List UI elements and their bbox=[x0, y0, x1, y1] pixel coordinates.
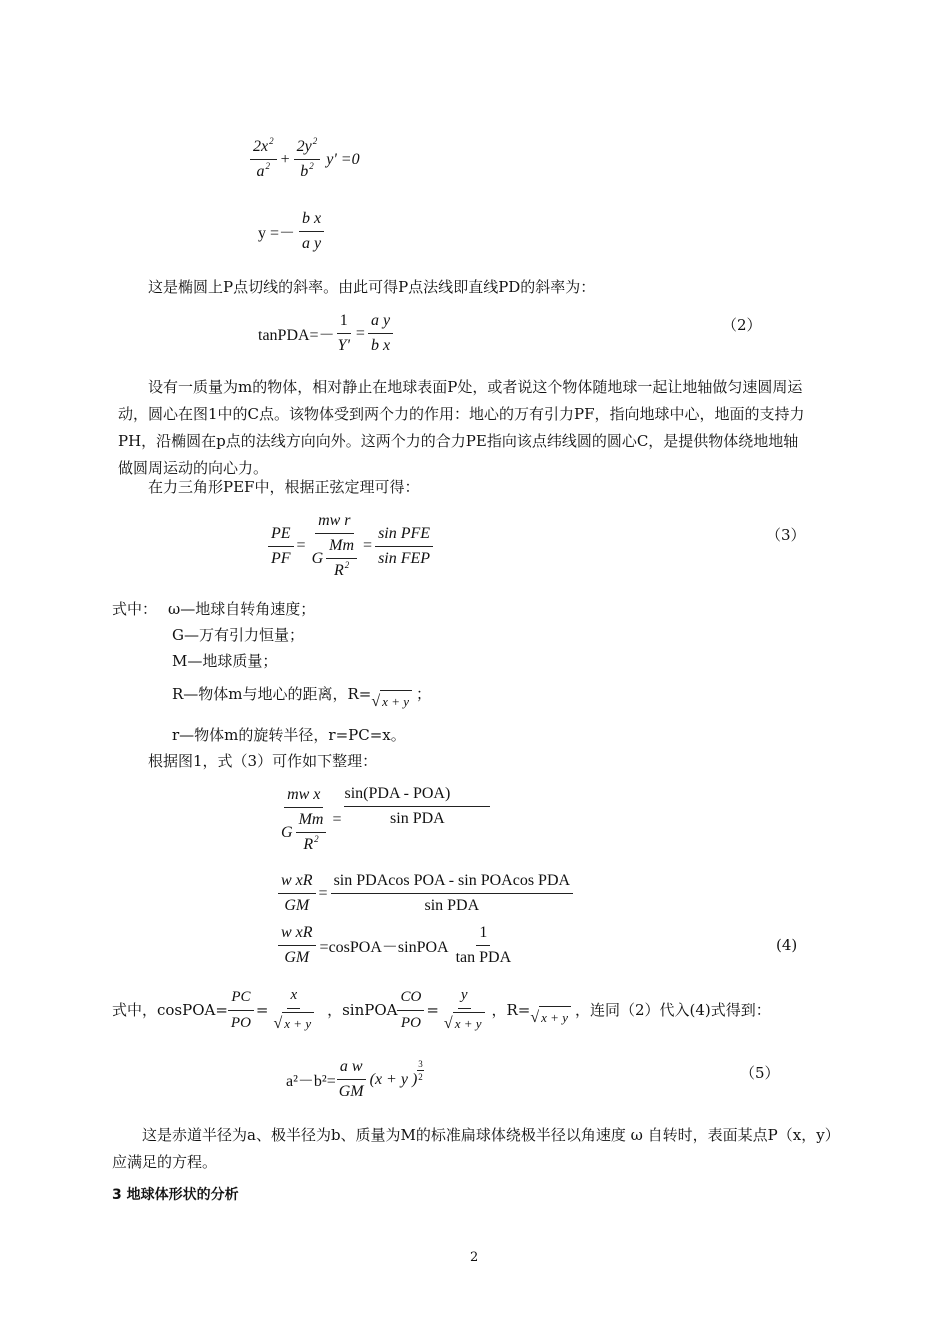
equation-4b: $\frac{\text{w xR}}{GM}$ = $\frac{\text{sin PDAcos POA - sin POAcos PDA}}{\text{sin PDA}}$ bbox=[278, 872, 573, 915]
equation-2: tanPDA=－ $\frac{1}{Y'}$ = $\frac{\text{a y}}{\text{b x}}$ bbox=[258, 312, 393, 355]
text-rearrange: 根据图1，式（3）可作如下整理： bbox=[148, 752, 378, 770]
definition-g: G—万有引力恒量； bbox=[172, 626, 304, 644]
definitions-intro: 式中： bbox=[112, 600, 158, 618]
definition-m: M—地球质量； bbox=[172, 652, 278, 670]
text-sine-law: 在力三角形PEF中，根据正弦定理可得： bbox=[148, 478, 420, 496]
page-number: 2 bbox=[470, 1250, 479, 1265]
text-cos-sin-definitions: 式中，cosPOA= $\frac{PC}{PO}$ = x √ x + y ，sinPOA $\frac{CO}{PO}$ = y √ x + y ，R= √ x + y ，连同（2）代入(4)式得到： bbox=[112, 987, 771, 1032]
equation-tangent-slope: y =－ $\frac{\text{b x}}{\text{a y}}$ bbox=[258, 210, 324, 253]
equation-number-5: （5） bbox=[740, 1064, 780, 1082]
paragraph-conclusion: 这是赤道半径为a、极半径为b、质量为M的标准扁球体绕极半径以角速度 ω 自转时，表面某点P（x，y）应满足的方程。 bbox=[112, 1126, 840, 1171]
equation-4: $\frac{\text{w xR}}{GM}$ =cosPOA－sinPOA $\frac{1}{\text{tan PDA}}$ bbox=[278, 924, 514, 967]
sqrt-expression: √ x + y bbox=[371, 690, 412, 711]
equation-number-4: (4) bbox=[776, 936, 798, 954]
equation-3: $\frac{PE}{PF}$ = mw r G $\frac{Mm}{R^2}$ = $\frac{\text{sin PFE}}{\text{sin FEP}}$ bbox=[268, 512, 433, 580]
equation-ellipse-derivative: $\frac{2x^2}{a^2}$ + $\frac{2y^2}{b^2}$ y' =0 bbox=[250, 138, 360, 181]
equation-5: a²－b²= $\frac{\text{a w}}{GM}$ (x + y ) $\frac{3}{2}$ bbox=[286, 1058, 423, 1100]
definition-omega: ω—地球自转角速度； bbox=[168, 600, 316, 618]
equation-4a: mw x G $\frac{Mm}{R^2}$ = $\frac{\text{sin(PDA - POA)}}{\text{sin PDA}}$ bbox=[278, 786, 490, 854]
definition-r-big: R—物体m与地心的距离，R= √ x + y ； bbox=[172, 685, 431, 710]
equation-number-3: （3） bbox=[766, 526, 806, 544]
definition-r-small: r—物体m的旋转半径，r=PC=x。 bbox=[172, 726, 406, 744]
paragraph-force-analysis: 设有一质量为m的物体，相对静止在地球表面P处，或者说这个物体随地球一起让地轴做匀速圆周运动，圆心在图1中的C点。该物体受到两个力的作用：地心的万有引力PF，指向地球中心，地面的支持力PH，沿椭圆在p点的法线方向向外。这两个力的合力PE指向该点纬线圆的圆心C，是提供物体绕地地轴做圆周运动的向心力。 bbox=[118, 378, 805, 477]
text-tangent-slope: 这是椭圆上P点切线的斜率。由此可得P点法线即直线PD的斜率为： bbox=[148, 278, 596, 296]
equation-number-2: （2） bbox=[722, 316, 762, 334]
section-heading: 3 地球体形状的分析 bbox=[112, 1187, 239, 1203]
